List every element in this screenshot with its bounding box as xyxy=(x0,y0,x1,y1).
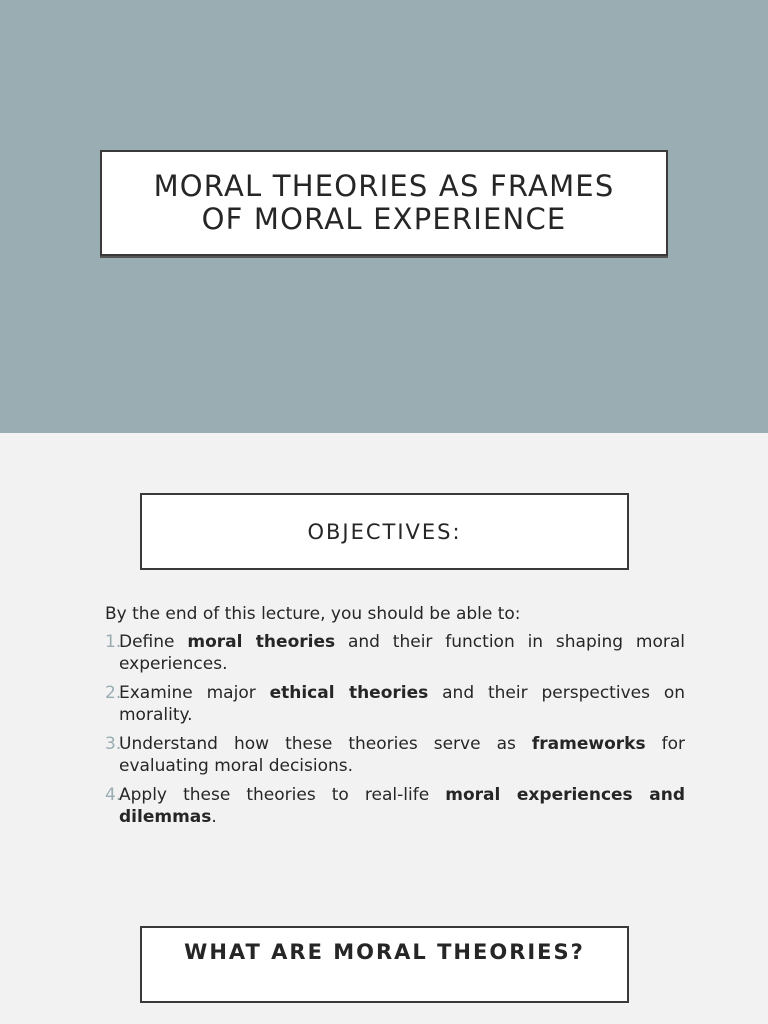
item-bold-text: ethical theories xyxy=(269,683,429,703)
item-text: Understand how these theories serve as xyxy=(119,734,532,754)
objectives-heading: OBJECTIVES: xyxy=(307,519,462,544)
item-bold-text: moral theories xyxy=(187,632,336,652)
what-are-moral-theories-box xyxy=(140,926,629,1003)
list-item xyxy=(105,784,685,828)
item-bold-text: frameworks xyxy=(531,734,646,754)
objectives-intro: By the end of this lecture, you should be able to: xyxy=(105,604,521,624)
objectives-body xyxy=(105,603,685,835)
title-line-1: MORAL THEORIES AS FRAMES xyxy=(153,169,615,203)
list-item xyxy=(105,733,685,777)
title-box xyxy=(100,150,668,256)
list-item xyxy=(105,682,685,726)
list-number: 3. xyxy=(105,734,122,754)
title-slide xyxy=(0,0,768,433)
objectives-list xyxy=(105,631,685,828)
what-are-moral-theories-heading: WHAT ARE MORAL THEORIES? xyxy=(184,940,585,964)
list-number: 1. xyxy=(105,632,122,652)
list-item xyxy=(105,631,685,675)
item-text: . xyxy=(211,807,217,827)
item-text: Apply these theories to real-life xyxy=(119,785,446,805)
item-text: Examine major xyxy=(119,683,270,703)
list-number: 4. xyxy=(105,785,122,805)
item-text: for evaluating moral decisions. xyxy=(119,734,686,776)
list-number: 2. xyxy=(105,683,122,703)
title-line-2: OF MORAL EXPERIENCE xyxy=(201,202,567,236)
item-text: and their function in shaping moral experiences. xyxy=(119,632,685,674)
objectives-heading-box xyxy=(140,493,629,570)
item-text: and their perspectives on morality. xyxy=(119,683,685,725)
item-text: Define xyxy=(119,632,188,652)
objectives-slide xyxy=(0,433,768,1024)
item-bold-text: moral experiences and dilemmas xyxy=(119,785,685,827)
